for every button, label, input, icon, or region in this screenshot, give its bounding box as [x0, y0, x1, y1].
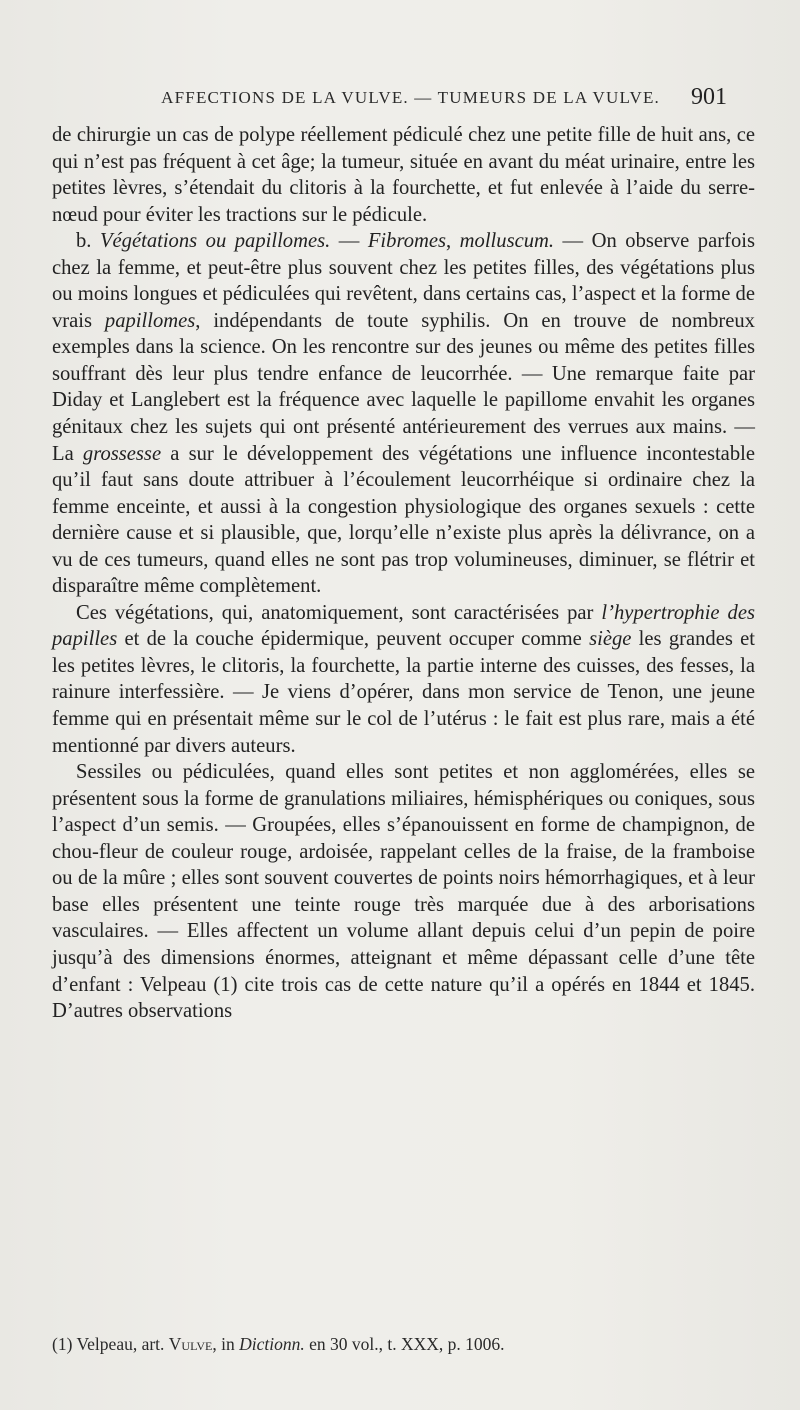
italic-text: molluscum. — [459, 230, 555, 253]
paragraph — [52, 228, 755, 600]
footnote-work: Dictionn. — [239, 1334, 305, 1354]
body-text — [52, 122, 755, 1025]
footnote-rest: en 30 vol., t. XXX, p. 1006. — [309, 1334, 505, 1354]
page-number: 901 — [691, 84, 727, 110]
text-run: de chirurgie un cas de polype réellement pédiculé chez une petite fille de huit ans, ce qui n’est pas fréquent à cet âge; la tumeur, située en avant du méat urinaire, entre les petites lèvres, s’étendait du clitoris à la fourchette, et fut enlevée à l’aide du serre-nœud pour éviter les tractions sur le pédicule. — [52, 124, 755, 226]
italic-text: grossesse — [82, 442, 162, 465]
paragraph — [52, 122, 755, 228]
text-run: et de la couche épidermique, peuvent occuper comme — [117, 628, 590, 651]
text-run: Ces végétations, qui, anatomiquement, sont caractérisées par — [76, 601, 602, 624]
footnote-in: , in — [212, 1334, 235, 1354]
paragraph — [52, 759, 755, 1024]
footnote — [52, 1333, 772, 1355]
footnote-marker: (1) — [52, 1334, 73, 1354]
italic-text: Végétations ou papillomes. — [99, 230, 331, 253]
text-run: a sur le développement des végétations une influence incontestable qu’il faut sans doute attribuer à l’écoulement leucorrhéique si ordinaire chez la femme enceinte, et aussi à la congestion physiologique des organes sexuels : cette dernière cause et si plausible, que, lorqu’elle n’existe plus après la délivrance, on a vu de ces tumeurs, quand elles ne sont pas trop volumineuses, diminuer, se flétrir et disparaître même complètement. — [52, 442, 755, 598]
paragraph — [52, 600, 755, 759]
italic-text: siège — [589, 628, 632, 651]
footnote-author: Velpeau, art. — [76, 1334, 165, 1354]
footnote-article: Vulve — [168, 1334, 213, 1354]
text-run: — — [330, 230, 368, 253]
italic-text: Fibromes — [367, 230, 447, 253]
italic-text: l’hypertrophie des papilles — [52, 601, 756, 651]
text-run: les grandes et les petites lèvres, le clitoris, la fourchette, la partie interne des cuisses, des fesses, la rainure interfessière. — Je viens d’opérer, dans mon service de Tenon, une jeune femme qui en présentait même sur le col de l’utérus : le fait est plus rare, mais a été mentionné par divers auteurs. — [52, 628, 755, 757]
text-run: — On observe parfois chez la femme, et peut-être plus souvent chez les petites filles, des végétations plus ou moins longues et pédiculées qui revêtent, dans certains cas, l’aspect et la forme de vrais — [52, 230, 755, 332]
running-head: AFFECTIONS DE LA VULVE. — TUMEURS DE LA VULVE. — [161, 88, 660, 107]
italic-text: papillomes — [104, 309, 196, 332]
text-run: , indépendants de toute syphilis. On en trouve de nombreux exemples dans la science. On les rencontre sur des jeunes ou même des petites filles souffrant dès leur plus tendre enfance de leucorrhée. — Une remarque faite par Diday et Langlebert est la fréquence avec laquelle le papillome envahit les organes génitaux chez les sujets qui ont présenté antérieurement des verrues aux mains. — La — [52, 309, 755, 465]
text-run: , — [446, 230, 460, 253]
text-run: Sessiles ou pédiculées, quand elles sont petites et non agglomérées, elles se présentent sous la forme de granulations miliaires, hémisphériques ou coniques, sous l’aspect d’un semis. — Groupées, elles s’épanouissent en forme de champignon, de chou-fleur de couleur rouge, ardoisée, rappelant celles de la fraise, de la framboise ou de la mûre ; elles sont souvent couvertes de points noirs hémorrhagiques, et à leur base elles présentent une teinte rouge très marquée due à des arborisations vasculaires. — Elles affectent un volume allant depuis celui d’un pepin de poire jusqu’à des dimensions énormes, atteignant et même dépassant celle d’une tête d’enfant : Velpeau (1) cite trois cas de cette nature qu’il a opérés en 1844 et 1845. D’autres observations — [52, 761, 755, 1023]
text-run: b. — [76, 230, 100, 253]
